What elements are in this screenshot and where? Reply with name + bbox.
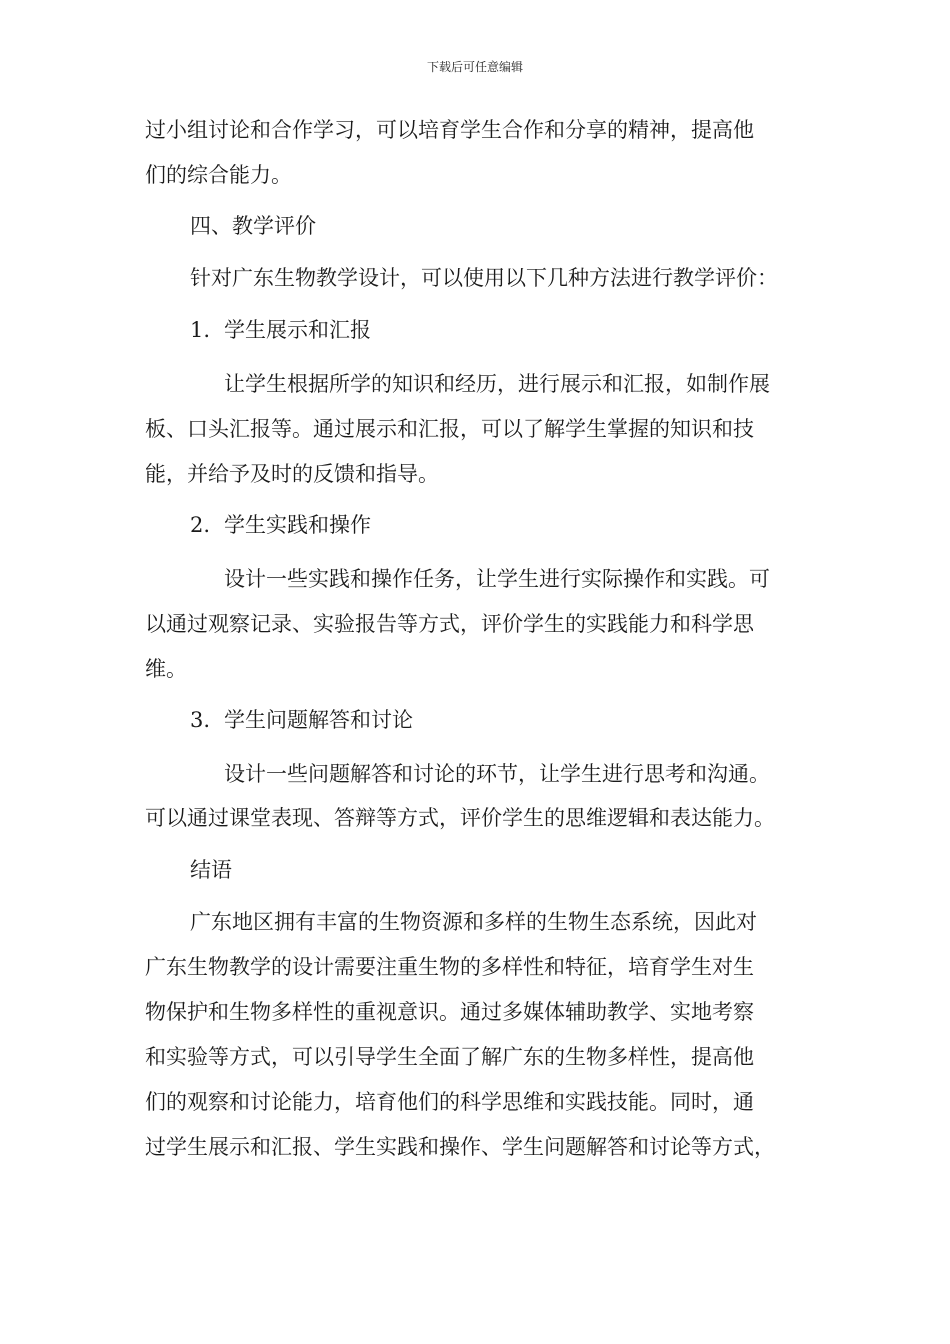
paragraph-line: 们的观察和讨论能力，培育他们的科学思维和实践技能。同时，通 [145, 1090, 754, 1114]
list-item-title: 学生实践和操作 [224, 513, 371, 537]
paragraph-line: 维。 [145, 657, 187, 681]
list-item-heading [190, 318, 371, 342]
paragraph-line: 广东地区拥有丰富的生物资源和多样的生物生态系统，因此对 [190, 910, 757, 934]
paragraph-line: 广东生物教学的设计需要注重生物的多样性和特征，培育学生对生 [145, 955, 754, 979]
list-item-heading [190, 708, 413, 732]
list-item-title: 学生问题解答和讨论 [224, 708, 413, 732]
list-number: 3. [190, 708, 211, 732]
paragraph-line: 板、口头汇报等。通过展示和汇报，可以了解学生掌握的知识和技 [145, 417, 754, 441]
paragraph-line: 能，并给予及时的反馈和指导。 [145, 462, 439, 486]
list-item-heading [190, 513, 371, 537]
paragraph-line: 物保护和生物多样性的重视意识。通过多媒体辅助教学、实地考察 [145, 1000, 754, 1024]
list-number: 1. [190, 318, 211, 342]
paragraph-line: 让学生根据所学的知识和经历，进行展示和汇报，如制作展 [224, 372, 770, 396]
paragraph-line: 可以通过课堂表现、答辩等方式，评价学生的思维逻辑和表达能力。 [145, 806, 775, 830]
page-header: 下载后可任意编辑 [426, 60, 523, 74]
paragraph-line: 设计一些实践和操作任务，让学生进行实际操作和实践。可 [224, 567, 770, 591]
section-heading: 四、教学评价 [190, 214, 316, 238]
paragraph-line: 针对广东生物教学设计，可以使用以下几种方法进行教学评价： [190, 266, 778, 290]
list-item-title: 学生展示和汇报 [224, 318, 371, 342]
list-number: 2. [190, 513, 211, 537]
paragraph-line: 以通过观察记录、实验报告等方式，评价学生的实践能力和科学思 [145, 612, 754, 636]
paragraph-line: 们的综合能力。 [145, 163, 292, 187]
paragraph-line: 设计一些问题解答和讨论的环节，让学生进行思考和沟通。 [224, 762, 770, 786]
paragraph-line: 和实验等方式，可以引导学生全面了解广东的生物多样性，提高他 [145, 1045, 754, 1069]
section-heading: 结语 [190, 858, 232, 882]
paragraph-line: 过小组讨论和合作学习，可以培育学生合作和分享的精神，提高他 [145, 118, 754, 142]
paragraph-line: 过学生展示和汇报、学生实践和操作、学生问题解答和讨论等方式， [145, 1135, 775, 1159]
